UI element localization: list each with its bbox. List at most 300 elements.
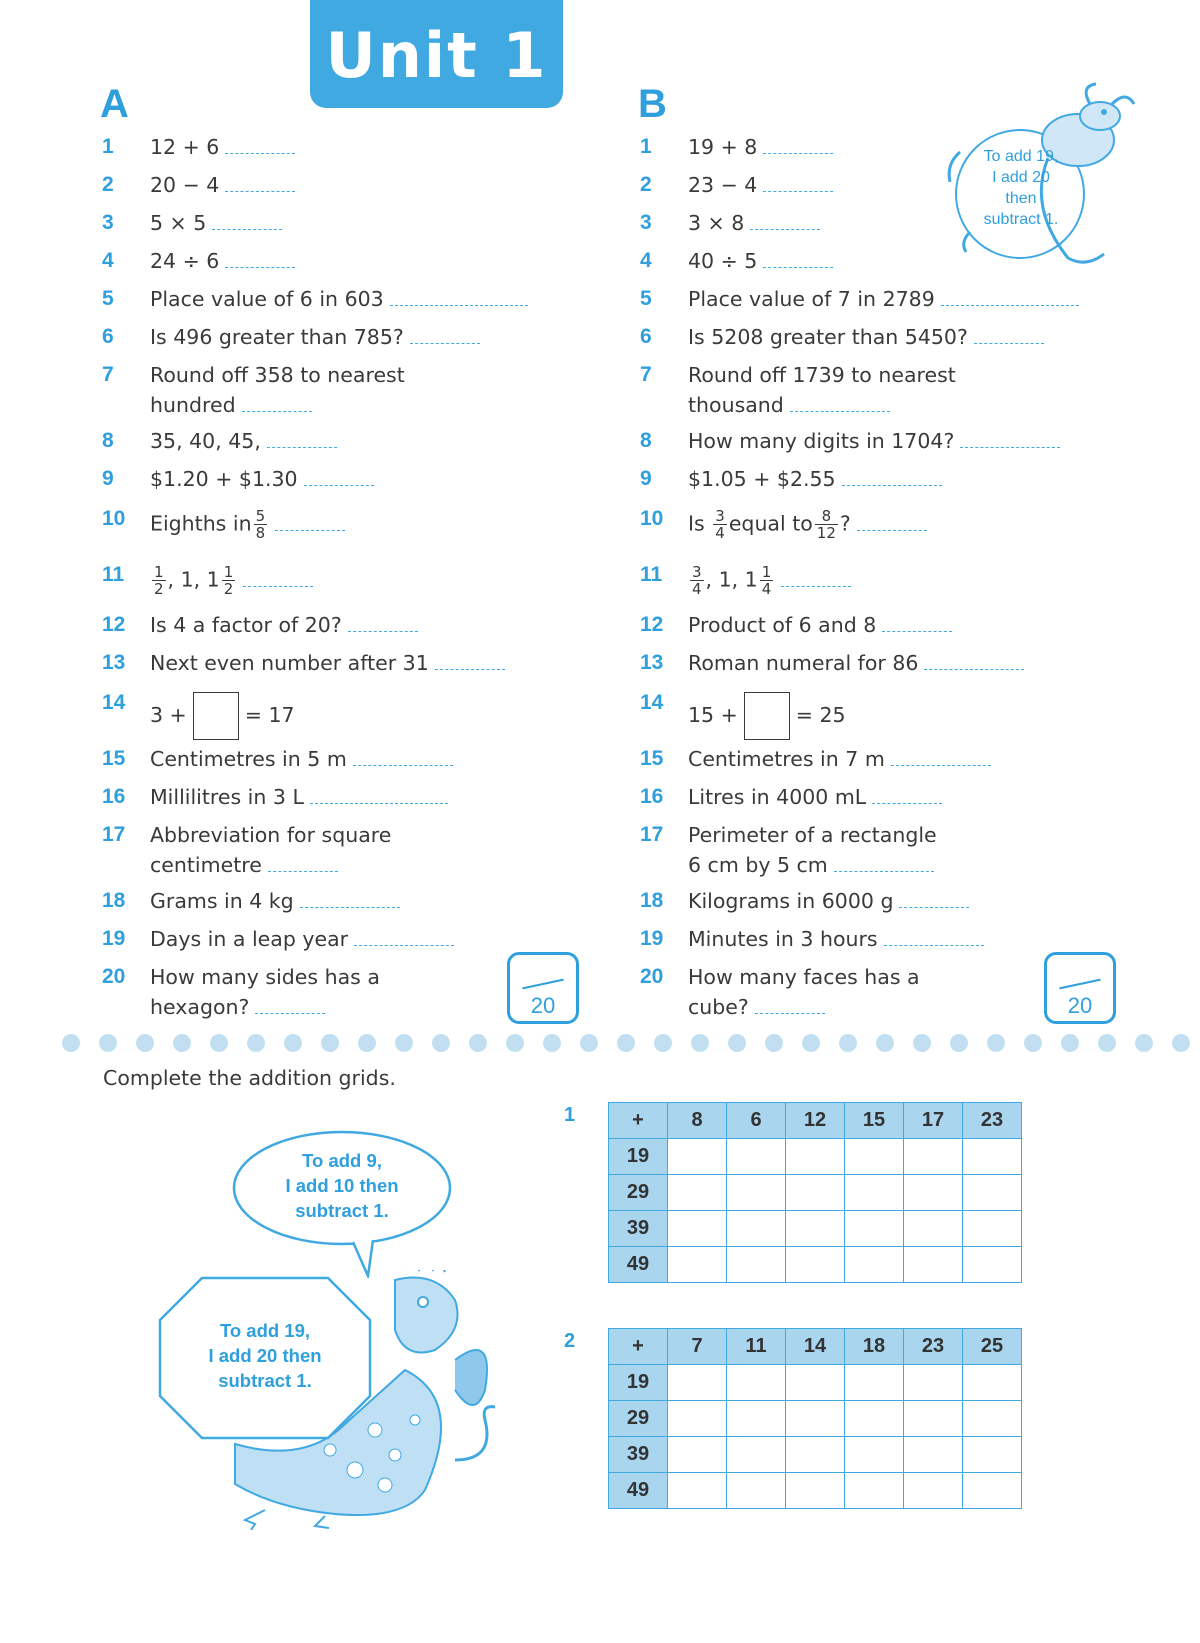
grid-answer-cell[interactable] xyxy=(963,1365,1022,1401)
grid-answer-cell[interactable] xyxy=(845,1175,904,1211)
question-text xyxy=(688,426,1110,456)
answer-blank[interactable] xyxy=(872,789,942,804)
question-item xyxy=(102,560,572,610)
fraction xyxy=(713,508,727,541)
divider-dot xyxy=(247,1034,265,1052)
question-text xyxy=(150,692,572,740)
fraction xyxy=(222,564,236,597)
answer-blank[interactable] xyxy=(243,572,313,587)
speech-sign-line2: I add 20 then xyxy=(208,1345,322,1366)
question-item xyxy=(640,360,1110,426)
grid-answer-cell[interactable] xyxy=(668,1401,727,1437)
fraction-numerator: 1 xyxy=(761,563,772,581)
bull-tip-line3: then xyxy=(1005,190,1037,207)
question-text xyxy=(688,322,1110,352)
divider-dot xyxy=(395,1034,413,1052)
answer-blank[interactable] xyxy=(353,751,453,766)
question-number: 10 xyxy=(102,507,126,530)
grid-column-header: 18 xyxy=(845,1329,904,1365)
question-text xyxy=(150,284,572,314)
question-text-line2: cube? xyxy=(688,995,749,1019)
grid-answer-cell[interactable] xyxy=(845,1211,904,1247)
answer-blank[interactable] xyxy=(834,857,934,872)
grid-answer-cell[interactable] xyxy=(786,1401,845,1437)
question-item xyxy=(640,688,1110,744)
answer-blank[interactable] xyxy=(763,253,833,268)
question-text-line: Centimetres in 5 m xyxy=(150,747,347,771)
answer-blank[interactable] xyxy=(755,999,825,1014)
answer-blank[interactable] xyxy=(212,215,282,230)
question-text xyxy=(688,648,1110,678)
grid-column-header: 7 xyxy=(668,1329,727,1365)
question-text xyxy=(688,782,1110,812)
answer-blank[interactable] xyxy=(884,931,984,946)
question-item xyxy=(640,744,1110,782)
answer-blank[interactable] xyxy=(842,471,942,486)
grid-answer-cell[interactable] xyxy=(845,1401,904,1437)
fraction xyxy=(760,564,774,597)
grid-answer-cell[interactable] xyxy=(904,1473,963,1509)
question-text-line: Roman numeral for 86 xyxy=(688,651,919,675)
question-suffix: = 25 xyxy=(795,703,846,727)
grid-answer-cell[interactable] xyxy=(786,1247,845,1283)
divider-dot xyxy=(987,1034,1005,1052)
question-text-line2-wrap xyxy=(688,850,1110,880)
question-item xyxy=(102,322,572,360)
divider-dot xyxy=(876,1034,894,1052)
grid-column-header: 11 xyxy=(727,1329,786,1365)
question-item xyxy=(640,962,1110,1028)
bull-tip-text xyxy=(966,146,1076,230)
grid-answer-cell[interactable] xyxy=(727,1401,786,1437)
question-text-line1: How many sides has a xyxy=(150,965,380,989)
question-text-line: Litres in 4000 mL xyxy=(688,785,867,809)
question-item xyxy=(102,284,572,322)
divider-dot xyxy=(728,1034,746,1052)
question-text-line: 35, 40, 45, xyxy=(150,429,261,453)
grid-answer-cell[interactable] xyxy=(904,1139,963,1175)
answer-blank[interactable] xyxy=(750,215,820,230)
grid-answer-cell[interactable] xyxy=(786,1175,845,1211)
grid-answer-cell[interactable] xyxy=(845,1247,904,1283)
fraction-denominator: 4 xyxy=(715,524,725,542)
answer-blank[interactable] xyxy=(941,291,1079,306)
answer-blank[interactable] xyxy=(242,397,312,412)
score-line xyxy=(522,979,563,990)
divider-dot xyxy=(99,1034,117,1052)
answer-box[interactable] xyxy=(744,692,790,740)
question-text xyxy=(150,322,572,352)
answer-blank[interactable] xyxy=(857,516,927,531)
question-text-line2: 6 cm by 5 cm xyxy=(688,853,828,877)
score-box-a xyxy=(507,952,579,1024)
answer-blank[interactable] xyxy=(435,655,505,670)
divider-dot xyxy=(506,1034,524,1052)
question-text-line: Place value of 7 in 2789 xyxy=(688,287,935,311)
question-number: 16 xyxy=(640,785,664,808)
grid-answer-cell[interactable] xyxy=(786,1365,845,1401)
grid-answer-cell[interactable] xyxy=(845,1365,904,1401)
divider-dot xyxy=(469,1034,487,1052)
question-text-line: 3 × 8 xyxy=(688,211,745,235)
divider-dot xyxy=(1172,1034,1190,1052)
grid-answer-cell[interactable] xyxy=(904,1211,963,1247)
question-prefix: 15 + xyxy=(688,703,738,727)
grid-answer-cell[interactable] xyxy=(963,1401,1022,1437)
question-item xyxy=(102,246,572,284)
grid-answer-cell[interactable] xyxy=(845,1139,904,1175)
question-suffix: ? xyxy=(839,511,851,536)
answer-blank[interactable] xyxy=(354,931,454,946)
question-number: 16 xyxy=(102,785,126,808)
question-text xyxy=(688,610,1110,640)
fraction-denominator: 4 xyxy=(692,580,702,598)
speech-top-text xyxy=(262,1148,422,1223)
question-text-line: 19 + 8 xyxy=(688,135,758,159)
bull-tip-line1: To add 19, xyxy=(983,148,1059,165)
answer-blank[interactable] xyxy=(300,893,400,908)
fraction-numerator: 1 xyxy=(223,563,234,581)
question-item xyxy=(102,132,572,170)
grid-column-header: 6 xyxy=(727,1103,786,1139)
question-number: 20 xyxy=(640,965,664,988)
question-number: 2 xyxy=(102,173,114,196)
question-number: 11 xyxy=(102,563,125,586)
grid-header-row xyxy=(609,1103,1022,1139)
question-item xyxy=(102,924,572,962)
divider-dot xyxy=(839,1034,857,1052)
divider-dot xyxy=(617,1034,635,1052)
question-item xyxy=(640,820,1110,886)
fraction-denominator: 8 xyxy=(255,524,266,542)
grid-answer-cell[interactable] xyxy=(904,1365,963,1401)
question-text xyxy=(150,170,572,200)
answer-blank[interactable] xyxy=(267,433,337,448)
divider-dot xyxy=(691,1034,709,1052)
grid-answer-cell[interactable] xyxy=(727,1437,786,1473)
grid-row xyxy=(609,1175,1022,1211)
answer-blank[interactable] xyxy=(348,617,418,632)
question-number: 6 xyxy=(102,325,114,348)
question-text xyxy=(688,508,1110,541)
grid-answer-cell[interactable] xyxy=(904,1247,963,1283)
question-number: 7 xyxy=(640,363,652,386)
question-text xyxy=(688,692,1110,740)
question-item xyxy=(102,820,572,886)
grid-row xyxy=(609,1365,1022,1401)
question-number: 9 xyxy=(102,467,114,490)
answer-blank[interactable] xyxy=(891,751,991,766)
question-suffix: = 17 xyxy=(244,703,295,727)
question-item xyxy=(102,610,572,648)
fraction-numerator: 8 xyxy=(815,508,838,525)
question-item xyxy=(640,610,1110,648)
bull-tip-line4: subtract 1. xyxy=(983,211,1059,228)
question-text xyxy=(688,820,1110,880)
answer-blank[interactable] xyxy=(960,433,1060,448)
grid-answer-cell[interactable] xyxy=(727,1247,786,1283)
grid-answer-cell[interactable] xyxy=(845,1473,904,1509)
answer-blank[interactable] xyxy=(225,253,295,268)
section-a-questions xyxy=(102,132,572,1028)
question-item xyxy=(102,504,572,560)
divider-dot xyxy=(950,1034,968,1052)
fraction-denominator: 2 xyxy=(154,580,164,598)
question-text-line1: Round off 358 to nearest xyxy=(150,363,405,387)
question-text-line: Grams in 4 kg xyxy=(150,889,294,913)
grid-answer-cell[interactable] xyxy=(963,1473,1022,1509)
divider-dot xyxy=(1061,1034,1079,1052)
question-text-line: Kilograms in 6000 g xyxy=(688,889,894,913)
question-number: 5 xyxy=(640,287,652,310)
question-text-line: Place value of 6 in 603 xyxy=(150,287,384,311)
question-text-line: Product of 6 and 8 xyxy=(688,613,877,637)
question-item xyxy=(640,648,1110,688)
question-text-line2: hundred xyxy=(150,393,236,417)
question-number: 15 xyxy=(640,747,664,770)
question-item xyxy=(640,924,1110,962)
question-prefix: Eighths in xyxy=(150,511,252,536)
question-text-line: 23 − 4 xyxy=(688,173,758,197)
question-number: 5 xyxy=(102,287,114,310)
answer-blank[interactable] xyxy=(974,329,1044,344)
question-item xyxy=(102,464,572,504)
grid-corner: + xyxy=(609,1329,668,1365)
grid-column-header: 25 xyxy=(963,1329,1022,1365)
divider-dot xyxy=(802,1034,820,1052)
grid-answer-cell[interactable] xyxy=(963,1211,1022,1247)
question-item xyxy=(640,560,1110,610)
question-item xyxy=(102,886,572,924)
question-mid: equal to xyxy=(728,511,813,536)
question-number: 13 xyxy=(640,651,664,674)
answer-box[interactable] xyxy=(193,692,239,740)
question-item xyxy=(640,322,1110,360)
grid-answer-cell[interactable] xyxy=(668,1247,727,1283)
question-item xyxy=(640,886,1110,924)
fraction-numerator: 1 xyxy=(154,563,164,581)
score-total-b: 20 xyxy=(1067,993,1093,1018)
question-text-line2-wrap xyxy=(150,850,572,880)
question-text-line: Days in a leap year xyxy=(150,927,349,951)
grid-answer-cell[interactable] xyxy=(727,1365,786,1401)
question-text-line: 20 − 4 xyxy=(150,173,220,197)
grid-answer-cell[interactable] xyxy=(845,1437,904,1473)
answer-blank[interactable] xyxy=(410,329,480,344)
grid-column-header: 15 xyxy=(845,1103,904,1139)
question-text-line1: Round off 1739 to nearest xyxy=(688,363,956,387)
grid-answer-cell[interactable] xyxy=(963,1437,1022,1473)
question-text xyxy=(150,464,572,494)
question-text-line: Is 5208 greater than 5450? xyxy=(688,325,968,349)
divider-dot xyxy=(284,1034,302,1052)
grid-row-header: 39 xyxy=(609,1437,668,1473)
question-text-line: Millilitres in 3 L xyxy=(150,785,304,809)
question-prefix: 3 + xyxy=(150,703,187,727)
addition-grid-2 xyxy=(608,1328,1022,1509)
question-number: 4 xyxy=(102,249,114,272)
question-text xyxy=(688,464,1110,494)
unit-title: Unit 1 xyxy=(310,0,563,108)
score-box-b xyxy=(1044,952,1116,1024)
divider-dot xyxy=(1024,1034,1042,1052)
grid-answer-cell[interactable] xyxy=(668,1175,727,1211)
question-number: 19 xyxy=(102,927,126,950)
question-number: 3 xyxy=(640,211,652,234)
grid-column-header: 17 xyxy=(904,1103,963,1139)
fraction-denominator: 12 xyxy=(816,524,836,542)
question-text-line: $1.20 + $1.30 xyxy=(150,467,298,491)
fraction xyxy=(815,508,838,541)
speech-sign-line3: subtract 1. xyxy=(218,1370,312,1391)
grid-answer-cell[interactable] xyxy=(963,1139,1022,1175)
grid-column-header: 23 xyxy=(963,1103,1022,1139)
speech-top-line3: subtract 1. xyxy=(295,1200,389,1221)
divider-dot xyxy=(580,1034,598,1052)
answer-blank[interactable] xyxy=(225,177,295,192)
question-text xyxy=(150,820,572,880)
grid-answer-cell[interactable] xyxy=(668,1437,727,1473)
divider-dot xyxy=(62,1034,80,1052)
grid-answer-cell[interactable] xyxy=(727,1139,786,1175)
divider-dot xyxy=(173,1034,191,1052)
answer-blank[interactable] xyxy=(763,139,833,154)
grid-answer-cell[interactable] xyxy=(727,1473,786,1509)
grid-answer-cell[interactable] xyxy=(786,1473,845,1509)
grid-column-header: 12 xyxy=(786,1103,845,1139)
answer-blank[interactable] xyxy=(225,139,295,154)
question-text-line: 24 ÷ 6 xyxy=(150,249,220,273)
speech-sign-line1: To add 19, xyxy=(219,1320,311,1341)
question-text xyxy=(150,610,572,640)
answer-blank[interactable] xyxy=(390,291,528,306)
question-number: 1 xyxy=(102,135,114,158)
answer-blank[interactable] xyxy=(899,893,969,908)
speech-top-line2: I add 10 then xyxy=(285,1175,399,1196)
question-text xyxy=(150,744,572,774)
question-item xyxy=(102,360,572,426)
grid-answer-cell[interactable] xyxy=(904,1437,963,1473)
question-text xyxy=(150,564,572,597)
question-text xyxy=(150,426,572,456)
question-text-line1: How many faces has a xyxy=(688,965,920,989)
question-item xyxy=(640,782,1110,820)
speech-sign-text xyxy=(180,1318,350,1393)
answer-blank[interactable] xyxy=(255,999,325,1014)
grid-answer-cell[interactable] xyxy=(668,1473,727,1509)
grid-answer-cell[interactable] xyxy=(904,1401,963,1437)
score-total-a: 20 xyxy=(530,993,556,1018)
question-text xyxy=(150,924,572,954)
instruction: Complete the addition grids. xyxy=(103,1066,396,1090)
answer-blank[interactable] xyxy=(304,471,374,486)
question-item xyxy=(640,464,1110,504)
question-text xyxy=(688,744,1110,774)
divider-dot xyxy=(913,1034,931,1052)
question-item xyxy=(102,648,572,688)
grid-row xyxy=(609,1139,1022,1175)
answer-blank[interactable] xyxy=(882,617,952,632)
answer-blank[interactable] xyxy=(781,572,851,587)
question-text xyxy=(150,360,572,420)
grid-row xyxy=(609,1247,1022,1283)
answer-blank[interactable] xyxy=(275,516,345,531)
question-text-line1: Abbreviation for square xyxy=(150,823,392,847)
divider-dot xyxy=(654,1034,672,1052)
question-text-line: 40 ÷ 5 xyxy=(688,249,758,273)
answer-blank[interactable] xyxy=(924,655,1024,670)
grid-answer-cell[interactable] xyxy=(786,1437,845,1473)
grid-row-header: 19 xyxy=(609,1139,668,1175)
question-text xyxy=(150,886,572,916)
answer-blank[interactable] xyxy=(763,177,833,192)
answer-blank[interactable] xyxy=(790,397,890,412)
grid-answer-cell[interactable] xyxy=(668,1365,727,1401)
question-item xyxy=(640,426,1110,464)
grid-answer-cell[interactable] xyxy=(668,1211,727,1247)
addition-grid-1 xyxy=(608,1102,1022,1283)
question-number: 7 xyxy=(102,363,114,386)
grid-answer-cell[interactable] xyxy=(963,1247,1022,1283)
grid-row xyxy=(609,1437,1022,1473)
grid-answer-cell[interactable] xyxy=(786,1211,845,1247)
question-number: 9 xyxy=(640,467,652,490)
grid-header-row xyxy=(609,1329,1022,1365)
grid-row-header: 29 xyxy=(609,1175,668,1211)
question-item xyxy=(102,688,572,744)
question-prefix: Is xyxy=(688,511,705,536)
question-number: 12 xyxy=(102,613,126,636)
divider-dot xyxy=(1098,1034,1116,1052)
divider-dot xyxy=(543,1034,561,1052)
question-text-line: 5 × 5 xyxy=(150,211,207,235)
question-text-line: Is 4 a factor of 20? xyxy=(150,613,342,637)
answer-blank[interactable] xyxy=(268,857,338,872)
question-item xyxy=(102,962,572,1028)
bull-tip-line2: I add 20 xyxy=(992,169,1050,186)
question-text-line: $1.05 + $2.55 xyxy=(688,467,836,491)
question-text xyxy=(150,508,572,541)
question-number: 4 xyxy=(640,249,652,272)
question-number: 18 xyxy=(640,889,664,912)
fraction-denominator: 2 xyxy=(223,580,234,598)
grid-answer-cell[interactable] xyxy=(668,1139,727,1175)
question-text xyxy=(150,782,572,812)
question-text xyxy=(688,360,1110,420)
grid-answer-cell[interactable] xyxy=(727,1175,786,1211)
question-number: 13 xyxy=(102,651,126,674)
question-item xyxy=(102,208,572,246)
grid-row xyxy=(609,1211,1022,1247)
divider-dot xyxy=(358,1034,376,1052)
divider-dot xyxy=(1135,1034,1153,1052)
question-text xyxy=(150,132,572,162)
divider-dot xyxy=(210,1034,228,1052)
question-text-line: Is 496 greater than 785? xyxy=(150,325,404,349)
question-text-line2-wrap xyxy=(688,390,1110,420)
grid-answer-cell[interactable] xyxy=(727,1211,786,1247)
grid-row-header: 29 xyxy=(609,1401,668,1437)
question-item xyxy=(102,426,572,464)
grid-2-number: 2 xyxy=(564,1330,576,1352)
score-line xyxy=(1059,979,1100,990)
answer-blank[interactable] xyxy=(310,789,448,804)
grid-row xyxy=(609,1401,1022,1437)
grid-answer-cell[interactable] xyxy=(904,1175,963,1211)
fraction xyxy=(690,564,704,597)
grid-answer-cell[interactable] xyxy=(963,1175,1022,1211)
grid-answer-cell[interactable] xyxy=(786,1139,845,1175)
